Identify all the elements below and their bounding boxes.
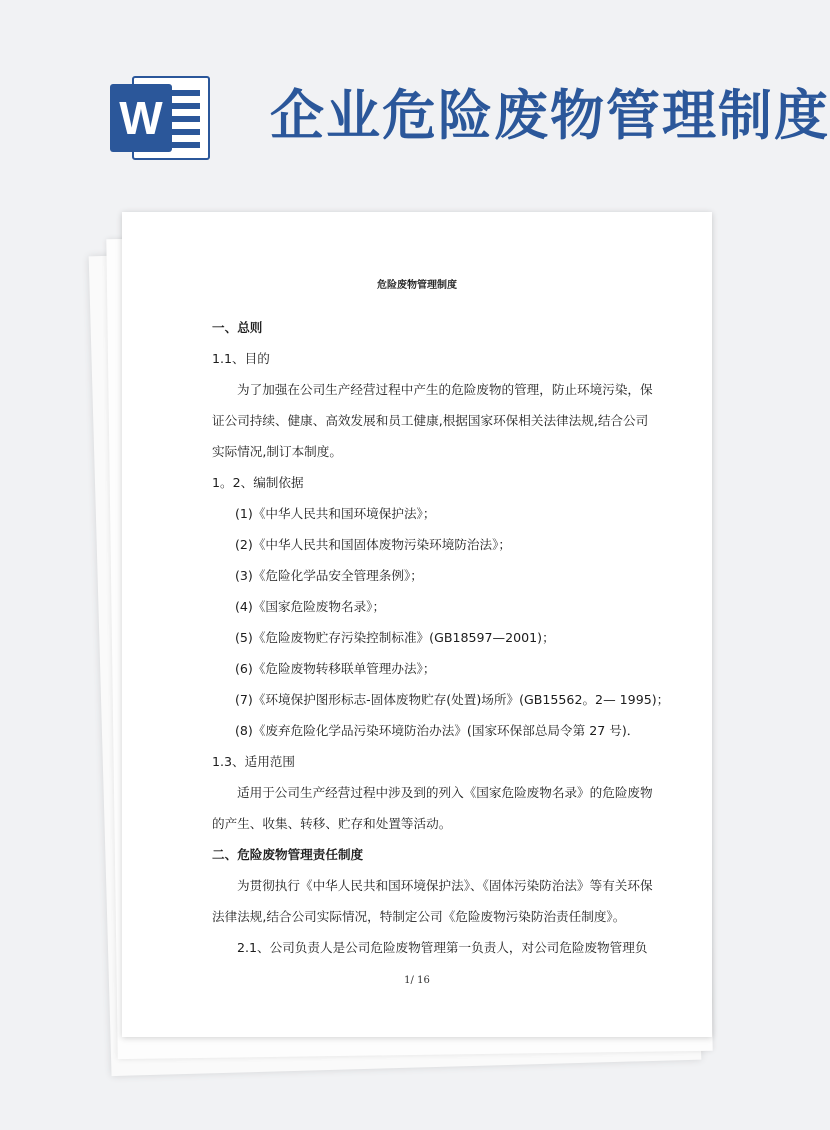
list-item: (5)《危险废物贮存污染控制标准》(GB18597—2001)； bbox=[235, 630, 555, 645]
section-heading: 二、危险废物管理责任制度 bbox=[212, 847, 364, 862]
header-banner bbox=[0, 0, 830, 210]
paragraph-line: 的产生、收集、转移、贮存和处置等活动。 bbox=[212, 816, 452, 831]
subsection-heading: 1.3、适用范围 bbox=[212, 754, 295, 769]
paragraph-line: 为贯彻执行《中华人民共和国环境保护法》、《固体污染防治法》等有关环保 bbox=[237, 878, 653, 893]
list-item: (2)《中华人民共和国固体废物污染环境防治法》； bbox=[235, 537, 512, 552]
page-title: 企业危险废物管理制度 bbox=[270, 83, 830, 147]
document-title: 危险废物管理制度 bbox=[377, 280, 457, 291]
paragraph-line: 法律法规,结合公司实际情况，特制定公司《危险废物污染防治责任制度》。 bbox=[212, 909, 626, 924]
list-item: (4)《国家危险废物名录》； bbox=[235, 599, 386, 614]
paragraph-line: 适用于公司生产经营过程中涉及到的列入《国家危险废物名录》的危险废物 bbox=[237, 785, 653, 800]
document-page bbox=[122, 212, 712, 1037]
subsection-heading: 1.1、目的 bbox=[212, 351, 270, 366]
section-heading: 一、总则 bbox=[212, 320, 263, 335]
paragraph-line: 为了加强在公司生产经营过程中产生的危险废物的管理，防止环境污染，保 bbox=[237, 382, 653, 397]
paragraph-line: 实际情况,制订本制度。 bbox=[212, 444, 342, 459]
list-item: (3)《危险化学品安全管理条例》； bbox=[235, 568, 423, 583]
list-item: (1)《中华人民共和国环境保护法》； bbox=[235, 506, 436, 521]
document-body bbox=[212, 312, 670, 963]
list-item: (6)《危险废物转移联单管理办法》； bbox=[235, 661, 436, 676]
subsection-heading: 1。2、编制依据 bbox=[212, 475, 304, 490]
word-icon-letter: W bbox=[110, 84, 172, 152]
paragraph-line: 2.1、公司负责人是公司危险废物管理第一负责人，对公司危险废物管理负 bbox=[237, 940, 648, 955]
word-document-icon bbox=[110, 76, 210, 160]
list-item: (8)《废弃危险化学品污染环境防治办法》(国家环保部总局令第 27 号)． bbox=[235, 723, 640, 738]
list-item: (7)《环境保护图形标志-固体废物贮存(处置)场所》(GB15562。2— 1995)； bbox=[235, 692, 670, 707]
paragraph-line: 证公司持续、健康、高效发展和员工健康,根据国家环保相关法律法规,结合公司 bbox=[212, 413, 649, 428]
page-number: 1/ 16 bbox=[404, 975, 430, 986]
